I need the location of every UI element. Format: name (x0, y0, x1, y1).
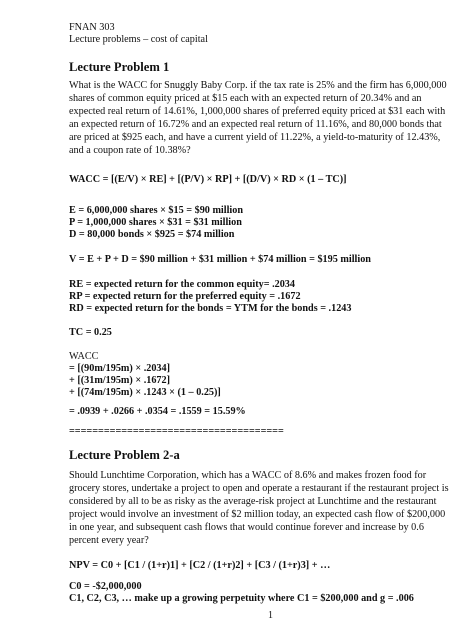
wacc-line: + [(74m/195m) × .1243 × (1 – 0.25)] (69, 387, 221, 398)
problem1-question-line: expected real return of 14.61%, 1,000,000 shares of preferred equity priced at $31 each with (69, 106, 446, 117)
problem1-question-line: are priced at $925 each, and have a current yield of 11.22%, a yield-to-maturity of 12.43%, (69, 132, 441, 143)
problem2-title: Lecture Problem 2-a (69, 448, 180, 462)
wacc-label: WACC (69, 351, 99, 362)
problem1-question-line: an expected return of 16.72% and an expected real return of 11.16%, and 80,000 bonds that (69, 119, 442, 130)
return-equity: RE = expected return for the common equity= .2034 (69, 279, 295, 290)
problem1-question-line: and a coupon rate of 10.38%? (69, 145, 191, 156)
page-number: 1 (268, 610, 273, 621)
growing-perpetuity-note: C1, C2, C3, … make up a growing perpetuity where C1 = $200,000 and g = .006 (69, 593, 414, 604)
wacc-result: = .0939 + .0266 + .0354 = .1559 = 15.59% (69, 406, 246, 417)
problem1-title: Lecture Problem 1 (69, 60, 170, 74)
course-code: FNAN 303 (69, 22, 115, 33)
problem2-question-line: considered by all to be as risky as the average-risk project at Lunchtime and the restaurant (69, 496, 437, 507)
debt-value: D = 80,000 bonds × $925 = $74 million (69, 229, 235, 240)
initial-cash-flow: C0 = -$2,000,000 (69, 581, 142, 592)
total-value: V = E + P + D = $90 million + $31 million + $74 million = $195 million (69, 254, 371, 265)
problem2-question-line: project would involve an investment of $2 million today, an expected cash flow of $200,000 (69, 509, 446, 520)
problem2-question-line: percent every year? (69, 535, 149, 546)
return-preferred: RP = expected return for the preferred equity = .1672 (69, 291, 301, 302)
tax-rate: TC = 0.25 (69, 327, 112, 338)
problem1-question-line: What is the WACC for Snuggly Baby Corp. if the tax rate is 25% and the firm has 6,000,000 (69, 80, 447, 91)
problem2-question-line: grocery stores, undertake a project to open and operate a restaurant if the restaurant project is (69, 483, 449, 494)
wacc-formula: WACC = [(E/V) × RE] + [(P/V) × RP] + [(D/V) × RD × (1 – TC)] (69, 174, 347, 185)
problem1-question-line: shares of common equity priced at $15 each with an expected return of 20.34% and an (69, 93, 422, 104)
document-subtitle: Lecture problems – cost of capital (69, 34, 208, 45)
npv-formula: NPV = C0 + [C1 / (1+r)1] + [C2 / (1+r)2] + [C3 / (1+r)3] + … (69, 560, 331, 571)
problem2-question-line: Should Lunchtime Corporation, which has a WACC of 8.6% and makes frozen food for (69, 470, 427, 481)
section-separator: ===================================== (69, 426, 284, 437)
preferred-value: P = 1,000,000 shares × $31 = $31 million (69, 217, 242, 228)
problem2-question-line: in one year, and subsequent cash flows that would continue forever and increase by 0.6 (69, 522, 424, 533)
wacc-line: + [(31m/195m) × .1672] (69, 375, 171, 386)
equity-value: E = 6,000,000 shares × $15 = $90 million (69, 205, 244, 216)
return-bonds: RD = expected return for the bonds = YTM for the bonds = .1243 (69, 303, 352, 314)
wacc-line: = [(90m/195m) × .2034] (69, 363, 171, 374)
